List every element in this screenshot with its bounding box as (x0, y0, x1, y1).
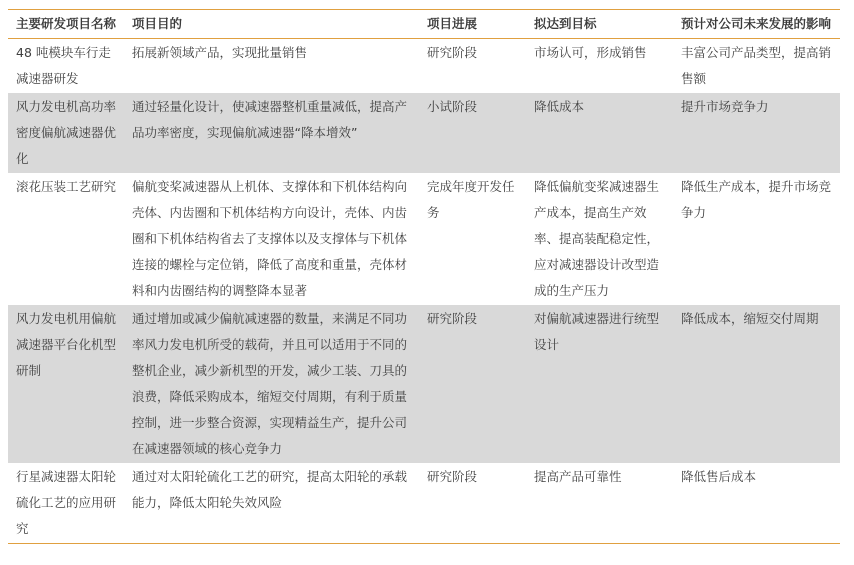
rnd-projects-table (8, 9, 840, 544)
cell-future-impact: 降低成本，缩短交付周期 (681, 311, 819, 326)
header-future-impact: 预计对公司未来发展的影响 (681, 16, 832, 31)
cell-project-name: 滚花压装工艺研究 (16, 179, 117, 194)
table-row (8, 93, 840, 173)
cell-project-name: 风力发电机高功率密度偏航减速器优化 (16, 99, 117, 166)
cell-target-goal: 提高产品可靠性 (534, 469, 622, 484)
table-row (8, 305, 840, 463)
cell-target-goal: 降低成本 (534, 99, 585, 114)
cell-project-purpose: 通过轻量化设计，使减速器整机重量减低，提高产品功率密度，实现偏航减速器“降本增效” (132, 99, 408, 140)
cell-project-name: 风力发电机用偏航减速器平台化机型研制 (16, 311, 117, 378)
cell-future-impact: 降低售后成本 (681, 469, 757, 484)
cell-future-impact: 丰富公司产品类型，提高销售额 (681, 45, 832, 86)
cell-project-purpose: 拓展新领域产品，实现批量销售 (132, 45, 308, 60)
table-row (8, 463, 840, 543)
header-target-goal: 拟达到目标 (534, 16, 597, 31)
cell-project-name: 48 吨模块车行走减速器研发 (16, 45, 111, 86)
table-row (8, 39, 840, 93)
cell-project-progress: 研究阶段 (427, 45, 478, 60)
cell-project-progress: 研究阶段 (427, 469, 478, 484)
cell-project-purpose: 通过对太阳轮硫化工艺的研究，提高太阳轮的承载能力，降低太阳轮失效风险 (132, 469, 408, 510)
cell-project-progress: 研究阶段 (427, 311, 478, 326)
header-project-name: 主要研发项目名称 (16, 16, 117, 31)
cell-target-goal: 降低偏航变桨减速器生产成本，提高生产效率、提高装配稳定性，应对减速器设计改型造成的生产压力 (534, 179, 660, 298)
cell-target-goal: 对偏航减速器进行统型设计 (534, 311, 660, 352)
table-row (8, 173, 840, 305)
header-project-progress: 项目进展 (427, 16, 478, 31)
header-project-purpose: 项目目的 (132, 16, 183, 31)
table-header-row (8, 10, 840, 39)
cell-future-impact: 提升市场竞争力 (681, 99, 769, 114)
cell-target-goal: 市场认可，形成销售 (534, 45, 647, 60)
cell-project-name: 行星减速器太阳轮硫化工艺的应用研究 (16, 469, 117, 536)
cell-project-purpose: 偏航变桨减速器从上机体、支撑体和下机体结构向壳体、内齿圈和下机体结构方向设计，壳体、内齿圈和下机体结构省去了支撑体以及支撑体与下机体连接的螺栓与定位销，降低了高度和重量，壳体材料和内齿圈结构的调整降本显著 (132, 179, 408, 298)
cell-project-progress: 小试阶段 (427, 99, 478, 114)
cell-future-impact: 降低生产成本，提升市场竞争力 (681, 179, 832, 220)
cell-project-progress: 完成年度开发任务 (427, 179, 515, 220)
cell-project-purpose: 通过增加或减少偏航减速器的数量，来满足不同功率风力发电机所受的载荷，并且可以适用于不同的整机企业，减少新机型的开发，减少工装、刀具的浪费，降低采购成本，缩短交付周期，有利于质量控制，进一步整合资源，实现精益生产，提升公司在减速器领域的核心竞争力 (132, 311, 408, 456)
